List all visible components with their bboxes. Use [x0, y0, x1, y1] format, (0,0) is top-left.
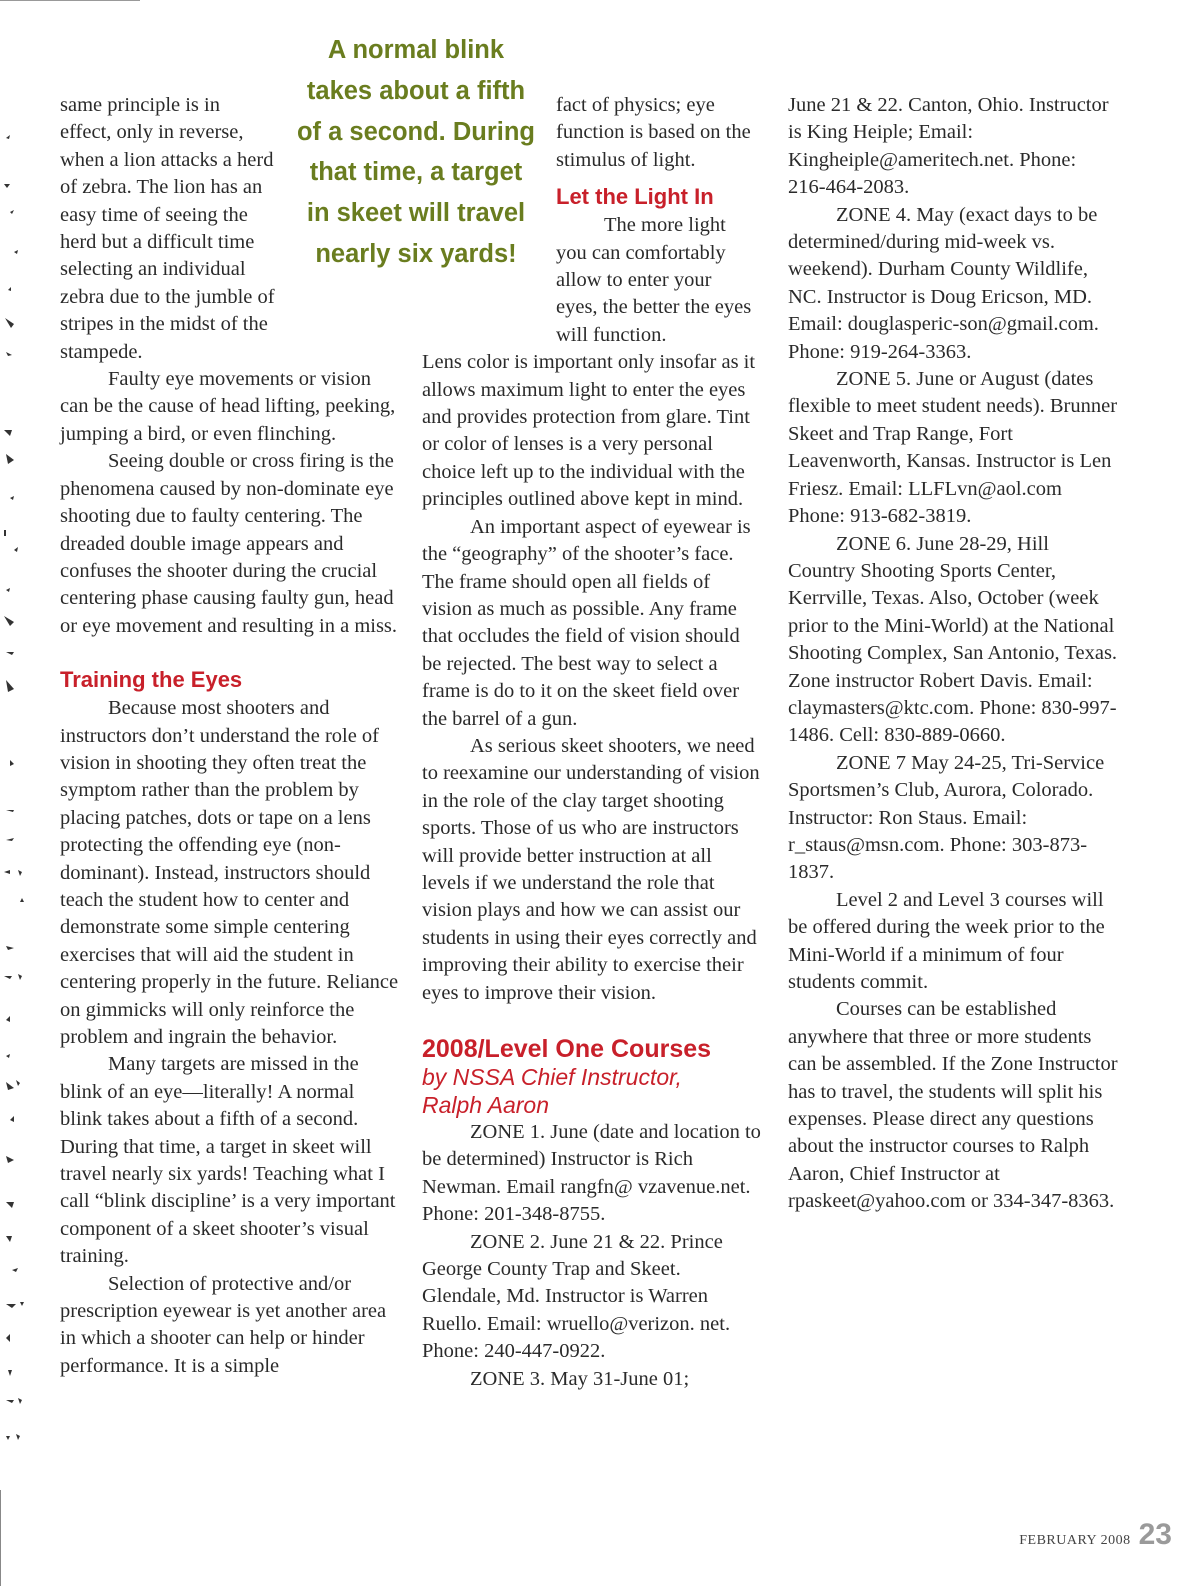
zone-1-paragraph: ZONE 1. June (date and location to be determined) Instructor is Rich Newman. Email rangfn@ vzavenue.net. Phone: 201-348-8755. [422, 1121, 761, 1226]
col2-paragraph-4: As serious skeet shooters, we need to reexamine our understanding of vision in the role of the clay target shooting sports. Those of us who are instructors will provide better instruction at all levels if we understand the role that vision plays and how we can assist our students in using their eyes correctly and improving their ability to exercise their eyes to improve their vision. [422, 734, 760, 1004]
col2-paragraph-3: An important aspect of eyewear is the “geography” of the shooter’s face. The frame should open all fields of vision as much as possible. Any frame that occludes the field of vision should be rejected. The best way to select a frame is do to it on the skeet field over the barrel of a gun. [422, 515, 751, 730]
col2-paragraph-2: The more light you can comfortably allow to enter your eyes, the better the eyes will function. [556, 214, 752, 346]
col3-paragraph-1: June 21 & 22. Canton, Ohio. Instructor is King Heiple; Email: Kingheiple@ameritech.net. Phone: 216-464-2083. [788, 94, 1109, 199]
left-rule [0, 1490, 1, 1586]
col2-paragraph-1: fact of physics; eye function is based on the stimulus of light. [556, 94, 751, 171]
byline-line-1: by NSSA Chief Instructor, [422, 1064, 682, 1090]
col1-paragraph-5: Many targets are missed in the blink of an eye—literally! A normal blink takes about a fifth of a second. During that time, a target in skeet will travel nearly six yards! Teaching what I call “blink discipline’ is a very important component of a skeet shooter’s visual training. [60, 1053, 396, 1268]
col1-paragraph-2: Faulty eye movements or vision can be the cause of head lifting, peeking, jumping a bird, or even flinching. [60, 368, 396, 445]
zone-5-paragraph: ZONE 5. June or August (dates flexible to meet student needs). Brunner Skeet and Trap Range, Fort Leavenworth, Kansas. Instructor is Len Friesz. Email: LLFLvn@aol.com Phone: 913-682-3819. [788, 368, 1118, 528]
section-heading-training-the-eyes: Training the Eyes [60, 667, 243, 693]
top-rule [0, 0, 140, 1]
zone-7-paragraph: ZONE 7 May 24-25, Tri-Service Sportsmen’s Club, Aurora, Colorado. Instructor: Ron Staus. Email: r_staus@msn.com. Phone: 303-873-1837. [788, 751, 1105, 884]
col3-paragraph-courses: Courses can be established anywhere that three or more students can be assembled. If the Zone Instructor has to travel, the students will split his expenses. Please direct any questions about the instructor courses to Ralph Aaron, Chief Instructor at rpaskeet@yahoo.com or 334-347-8363. [788, 998, 1118, 1213]
col2-paragraph-2b: Lens color is important only insofar as it allows maximum light to enter the eyes and provides protection from glare. Tint or color of lenses is a very personal choice left up to the individual with the principles outlined above kept in mind. [422, 351, 756, 511]
zone-3-paragraph: ZONE 3. May 31-June 01; [470, 1367, 690, 1390]
col1-paragraph-4: Because most shooters and instructors don’t understand the role of vision in shooting they often treat the symptom rather than the problem by placing patches, dots or tape on a lens protecting the offending eye (non-dominant). Instead, instructors should teach the student how to center and demonstrate some simple centering exercises that will aid the student in centering properly in the future. Reliance on gimmicks will only reinforce the problem and ingrain the behavior. [60, 697, 399, 1048]
col1-paragraph-1: same principle is in effect, only in reverse, when a lion attacks a herd of zebra. The lion has an easy time of seeing the herd but a difficult time selecting an individual zebra due to the jumble of stripes in the midst of the stampede. [60, 94, 275, 363]
col1-paragraph-3: Seeing double or cross firing is the phenomena caused by non-dominate eye shooting due to faulty centering. The dreaded double image appears and confuses the shooter during the crucial centering phase causing faulty gun, head or eye movement and resulting in a miss. [60, 450, 398, 637]
page-footer [1019, 1518, 1172, 1552]
footer-month: FEBRUARY 2008 [1019, 1533, 1131, 1548]
column-3 [788, 92, 1118, 1216]
page-number: 23 [1138, 1518, 1172, 1551]
col1-paragraph-6: Selection of protective and/or prescription eyewear is yet another area in which a shooter can help or hinder performance. It is a simple [60, 1272, 387, 1377]
column-2 [422, 92, 762, 1393]
zone-6-paragraph: ZONE 6. June 28-29, Hill Country Shooting Sports Center, Kerrville, Texas. Also, October (week prior to the Mini-World) at the National Shooting Complex, San Antonio, Texas. Zone instructor Robert Davis. Email: claymasters@ktc.com. Phone: 830-997-1486. Cell: 830-889-0660. [788, 532, 1118, 747]
section-heading-level-one-courses: 2008/Level One Courses [422, 1035, 712, 1063]
section-heading-let-the-light-in: Let the Light In [556, 184, 714, 210]
column-1 [60, 92, 400, 1380]
binding-margin-marks [0, 120, 30, 1490]
zone-4-paragraph: ZONE 4. May (exact days to be determined/during mid-week vs. weekend). Durham County Wildlife, NC. Instructor is Doug Ericson, MD. Email: douglasperic-son@gmail.com. Phone: 919-264-3363. [788, 203, 1099, 363]
col3-paragraph-levels: Level 2 and Level 3 courses will be offered during the week prior to the Mini-World if a minimum of four students commit. [788, 888, 1105, 993]
zone-2-paragraph: ZONE 2. June 21 & 22. Prince George County Trap and Skeet. Glendale, Md. Instructor is Warren Ruello. Email: wruello@verizon. net. Phone: 240-447-0922. [422, 1230, 731, 1363]
byline-line-2: Ralph Aaron [422, 1092, 550, 1118]
pull-quote: A normal blink takes about a fifth of a second. During that time, a target in skeet will travel nearly six yards! [296, 36, 536, 268]
